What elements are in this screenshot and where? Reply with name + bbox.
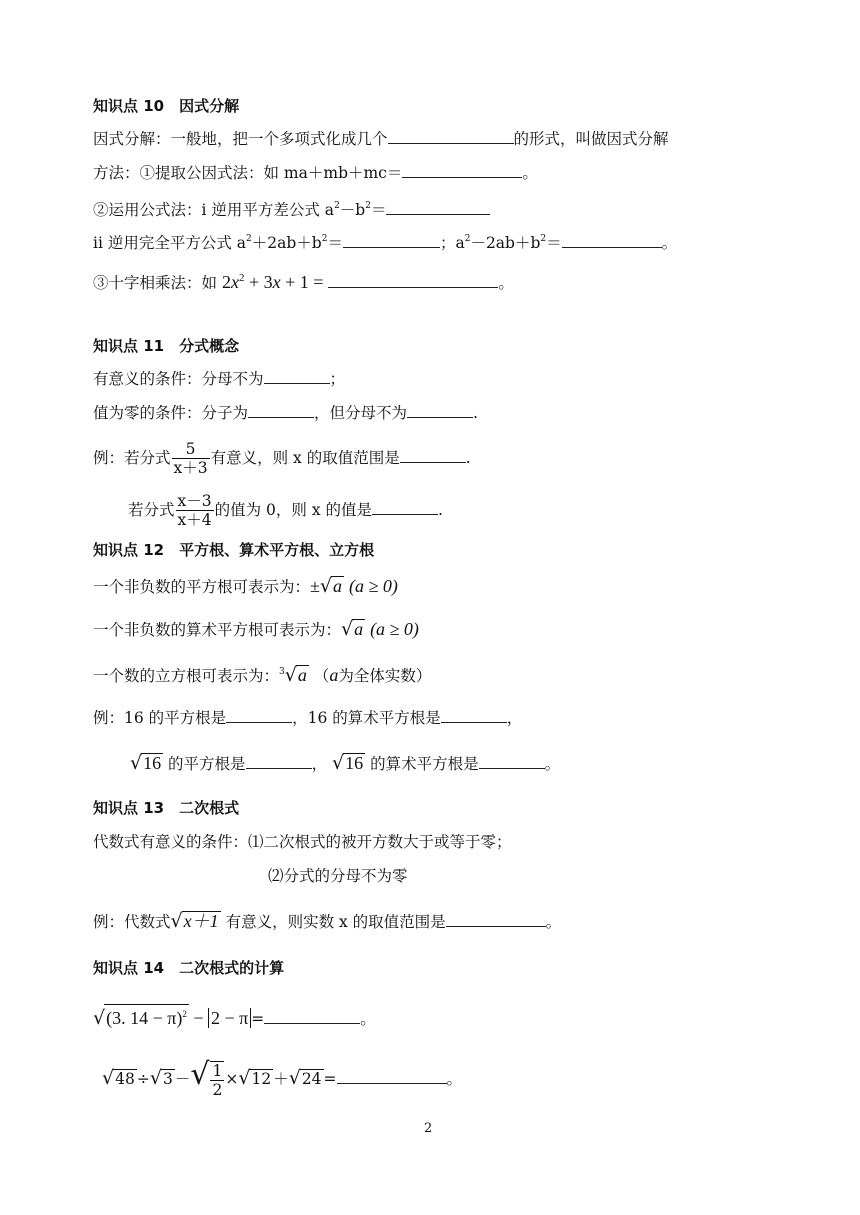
radical-sign-icon: √ bbox=[319, 575, 333, 597]
radicand: 16 bbox=[345, 753, 364, 773]
k11-e2-text: 的值为 0，则 x 的值是 bbox=[214, 501, 373, 519]
k13-e-text: 有意义，则实数 x 的取值范围是 bbox=[225, 913, 446, 931]
k14-formula-1 bbox=[93, 1004, 376, 1029]
heading-k14: 知识点 14 二次根式的计算 bbox=[93, 959, 285, 977]
heading-k12: 知识点 12 平方根、算术平方根、立方根 bbox=[93, 541, 375, 559]
k13-condition-2: ⑵分式的分母不为零 bbox=[268, 867, 408, 885]
answer-blank[interactable] bbox=[388, 129, 514, 144]
answer-blank[interactable] bbox=[562, 233, 662, 248]
exponent: 2 bbox=[540, 234, 547, 244]
radical-sign-icon: √ bbox=[102, 1067, 115, 1089]
k11-e2-text: 若分式 bbox=[128, 501, 175, 519]
fraction bbox=[210, 1061, 224, 1100]
k11-example-2 bbox=[128, 491, 443, 530]
k13-example bbox=[93, 911, 561, 932]
denominator: x＋4 bbox=[177, 511, 212, 529]
heading-k11: 知识点 11 分式概念 bbox=[93, 337, 240, 355]
times-sign: × bbox=[225, 1070, 239, 1088]
fraction bbox=[172, 440, 210, 478]
answer-blank[interactable] bbox=[343, 233, 440, 248]
answer-blank[interactable] bbox=[328, 273, 498, 288]
answer-blank[interactable] bbox=[407, 403, 473, 418]
denominator: 2 bbox=[212, 1080, 223, 1099]
k10-m2-text: ＝ bbox=[370, 201, 387, 219]
k13-condition-1: 代数式有意义的条件：⑴二次根式的被开方数大于或等于零； bbox=[93, 833, 512, 851]
condition: (a ≥ 0) bbox=[370, 619, 419, 639]
answer-blank[interactable] bbox=[386, 200, 490, 215]
numerator: 5 bbox=[185, 440, 196, 458]
answer-blank[interactable] bbox=[264, 369, 330, 384]
exponent: 2 bbox=[464, 234, 471, 244]
radicand: 24 bbox=[301, 1070, 322, 1088]
k11-c1-text: 有意义的条件：分母不为 bbox=[93, 370, 264, 388]
period: 。 bbox=[544, 755, 561, 773]
k10-method-1 bbox=[93, 163, 538, 183]
radical-sign-icon: √ bbox=[238, 1067, 251, 1089]
period: 。 bbox=[498, 274, 514, 292]
page-number: 2 bbox=[424, 1121, 433, 1136]
k12-l3-text: （ bbox=[313, 667, 330, 685]
period: 。 bbox=[522, 164, 538, 182]
denominator: x＋3 bbox=[173, 459, 208, 477]
fraction bbox=[176, 492, 214, 530]
radicand: 48 bbox=[115, 1070, 135, 1088]
radical-sign-icon: √ bbox=[170, 910, 183, 932]
radical-sign-icon: √ bbox=[93, 1007, 106, 1029]
answer-blank[interactable] bbox=[226, 708, 292, 723]
period: 。 bbox=[446, 1070, 463, 1088]
plus-sign: ＋ bbox=[273, 1070, 289, 1088]
k10-m2-text: －b bbox=[339, 201, 366, 219]
k12-l3-text: 为全体实数） bbox=[338, 667, 432, 685]
cross-multiply-expression: $2x^2 + 3x + 1$ = bbox=[221, 272, 324, 292]
k10-def-text-end: 的形式，叫做因式分解 bbox=[513, 130, 669, 148]
k10-m3-text: ＝ bbox=[327, 234, 343, 252]
radicand: 16 bbox=[143, 753, 162, 773]
exponent: 2 bbox=[334, 201, 340, 211]
k14-formula-2 bbox=[102, 1053, 462, 1101]
radical-sign-icon: √ bbox=[341, 618, 354, 640]
k10-m2-text: ②运用公式法：i 逆用平方差公式 a bbox=[93, 201, 335, 219]
comma: ， bbox=[506, 709, 523, 727]
answer-blank[interactable] bbox=[479, 754, 545, 769]
k11-c2-text: ，但分母不为 bbox=[314, 404, 408, 422]
answer-blank[interactable] bbox=[402, 163, 522, 178]
condition: (a ≥ 0) bbox=[348, 576, 398, 596]
k12-e1-text: 例：16 的平方根是 bbox=[93, 709, 227, 727]
answer-blank[interactable] bbox=[400, 448, 466, 463]
radical-sign-icon: √ bbox=[190, 1057, 210, 1092]
k12-example-1 bbox=[93, 708, 522, 728]
period: 。 bbox=[545, 913, 562, 931]
k11-c2-text: 值为零的条件：分子为 bbox=[93, 404, 249, 422]
k10-method-2 bbox=[93, 196, 490, 220]
radicand: a bbox=[333, 576, 343, 596]
k10-method-3 bbox=[93, 268, 514, 293]
period: 。 bbox=[661, 234, 678, 252]
plus-minus-sign: ± bbox=[310, 576, 320, 596]
variable: a bbox=[329, 665, 339, 685]
k10-m4-text: ③十字相乘法：如 bbox=[93, 274, 218, 292]
answer-blank[interactable] bbox=[264, 1009, 360, 1024]
equals-sign: = bbox=[251, 1010, 265, 1028]
radical-sign-icon: √ bbox=[149, 1067, 162, 1089]
numerator: 1 bbox=[212, 1061, 223, 1080]
divide-sign: ÷ bbox=[136, 1070, 150, 1088]
heading-k13: 知识点 13 二次根式 bbox=[93, 799, 240, 817]
k10-m3-text: ；a bbox=[439, 234, 465, 252]
radicand: 12 bbox=[251, 1070, 272, 1088]
equals-sign: = bbox=[323, 1070, 337, 1088]
minus-sign: − bbox=[188, 1008, 208, 1028]
k12-e1-text: ，16 的算术平方根是 bbox=[292, 709, 441, 727]
root-index: 3 bbox=[279, 667, 285, 677]
heading-k10: 知识点 10 因式分解 bbox=[93, 97, 240, 115]
semicolon: ； bbox=[329, 370, 346, 388]
exponent: 2 bbox=[321, 234, 328, 244]
k10-m1-text: 方法：①提取公因式法：如 ma＋mb＋mc＝ bbox=[93, 164, 403, 182]
radicand: a bbox=[354, 619, 364, 639]
k10-definition bbox=[93, 129, 669, 149]
radical-sign-icon: √ bbox=[284, 664, 297, 686]
radical-sign-icon: √ bbox=[288, 1067, 301, 1089]
radicand: a bbox=[297, 665, 307, 685]
period: . bbox=[465, 449, 471, 467]
k12-l3-text: 一个数的立方根可表示为： bbox=[93, 667, 280, 685]
answer-blank[interactable] bbox=[446, 912, 546, 927]
k10-m3-text: ＋2ab＋b bbox=[251, 234, 322, 252]
period: . bbox=[438, 501, 443, 519]
answer-blank[interactable] bbox=[372, 500, 438, 515]
k12-example-2 bbox=[130, 753, 560, 774]
k11-example-1 bbox=[93, 439, 471, 478]
radicand bbox=[104, 1004, 189, 1027]
answer-blank[interactable] bbox=[337, 1069, 447, 1084]
period: . bbox=[473, 404, 478, 422]
radicand-text: (3. 14 − π) bbox=[106, 1008, 183, 1028]
k10-def-text: 因式分解：一般地，把一个多项式化成几个 bbox=[93, 130, 388, 148]
k10-m3-text: ＝ bbox=[546, 234, 562, 252]
numerator: x－3 bbox=[177, 492, 212, 510]
k12-arithmetic-root bbox=[93, 619, 419, 640]
k11-e1-text: 例：若分式 bbox=[93, 449, 171, 467]
k12-e2-text: 的算术平方根是 bbox=[370, 755, 479, 773]
k10-m3-text: ii 逆用完全平方公式 a bbox=[93, 234, 247, 252]
exponent: 2 bbox=[365, 201, 371, 211]
answer-blank[interactable] bbox=[248, 403, 314, 418]
k12-l2-text: 一个非负数的算术平方根可表示为： bbox=[93, 621, 342, 639]
answer-blank[interactable] bbox=[246, 754, 312, 769]
k10-m3-text: －2ab＋b bbox=[470, 234, 541, 252]
radicand: x＋1 bbox=[183, 911, 219, 931]
exponent: 2 bbox=[182, 1009, 187, 1019]
minus-sign: － bbox=[174, 1070, 191, 1088]
k11-condition-zero bbox=[93, 403, 478, 423]
exponent: 2 bbox=[246, 234, 252, 244]
k12-cube-root bbox=[93, 662, 431, 686]
k11-condition-meaningful bbox=[93, 369, 345, 389]
k12-square-root bbox=[93, 576, 398, 597]
radical-sign-icon: √ bbox=[130, 752, 143, 774]
k13-e-text: 例：代数式 bbox=[93, 913, 171, 931]
k10-method-2ii bbox=[93, 229, 677, 253]
absolute-value: 2 − π bbox=[208, 1008, 251, 1028]
k11-e1-text: 有意义，则 x 的取值范围是 bbox=[210, 449, 400, 467]
k12-l1-text: 一个非负数的平方根可表示为： bbox=[93, 578, 311, 596]
answer-blank[interactable] bbox=[441, 708, 507, 723]
radical-sign-icon: √ bbox=[332, 752, 345, 774]
radicand: 3 bbox=[162, 1070, 173, 1088]
comma: ， bbox=[311, 755, 328, 773]
period: 。 bbox=[360, 1010, 376, 1028]
k12-e2-text: 的平方根是 bbox=[168, 755, 246, 773]
